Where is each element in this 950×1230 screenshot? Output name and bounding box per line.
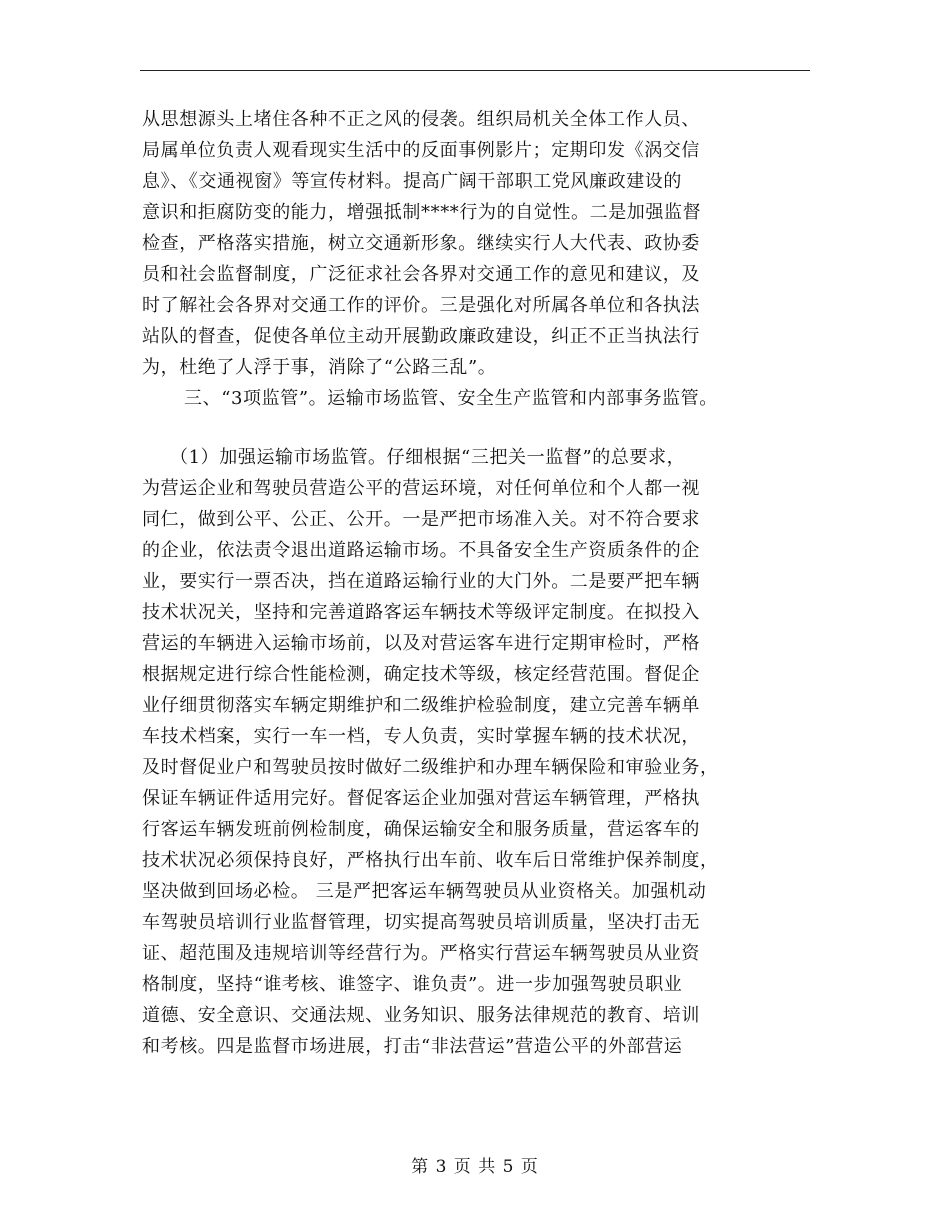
document-body	[142, 104, 822, 1062]
text-line: 行客运车辆发班前例检制度，确保运输安全和服务质量，营运客车的	[142, 819, 700, 840]
text-line: 车技术档案，实行一车一档，专人负责，实时掌握车辆的技术状况，	[142, 726, 700, 747]
text-line: 格制度，坚持“谁考核、谁签字、谁负责”。进一步加强驾驶员职业	[142, 974, 683, 995]
text-line: 检查，严格落实措施，树立交通新形象。继续实行人大代表、政协委	[142, 233, 700, 254]
header-rule	[140, 70, 810, 71]
text-line: 及时督促业户和驾驶员按时做好二级维护和办理车辆保险和审验业务，	[142, 757, 719, 778]
paragraph-gap	[142, 414, 822, 442]
text-line: 时了解社会各界对交通工作的评价。三是强化对所属各单位和各执法	[142, 295, 700, 316]
text-line: 从思想源头上堵住各种不正之风的侵袭。组织局机关全体工作人员、	[142, 109, 700, 130]
text-line: 同仁，做到公平、公正、公开。一是严把市场准入关。对不符合要求	[142, 509, 700, 530]
text-line: 和考核。四是监督市场进展，打击“非法营运”营造公平的外部营运	[142, 1036, 683, 1057]
text-line: 为，杜绝了人浮于事，消除了“公路三乱”。	[142, 357, 497, 378]
text-line: 局属单位负责人观看现实生活中的反面事例影片；定期印发《涡交信	[142, 140, 700, 161]
text-line: 为营运企业和驾驶员营造公平的营运环境，对任何单位和个人都一视	[142, 478, 700, 499]
text-line: 营运的车辆进入运输市场前，以及对营运客车进行定期审检时，严格	[142, 633, 700, 654]
text-line: 息》、《交通视窗》等宣传材料。提高广阔干部职工党风廉政建设的	[142, 171, 682, 192]
section-heading: 三、“3项监管”。运输市场监管、安全生产监管和内部事务监管。	[184, 388, 718, 409]
text-line: 保证车辆证件适用完好。督促客运企业加强对营运车辆管理，严格执	[142, 788, 700, 809]
text-line: 车驾驶员培训行业监督管理，切实提高驾驶员培训质量，坚决打击无	[142, 912, 700, 933]
paragraph-1	[142, 104, 822, 383]
text-line: 证、超范围及违规培训等经营行为。严格实行营运车辆驾驶员从业资	[142, 943, 700, 964]
text-line: 业仔细贯彻落实车辆定期维护和二级维护检验制度，建立完善车辆单	[142, 695, 700, 716]
text-line: 技术状况必须保持良好，严格执行出车前、收车后日常维护保养制度，	[142, 850, 719, 871]
text-line: 业，要实行一票否决，挡在道路运输行业的大门外。二是要严把车辆	[142, 571, 700, 592]
text-line: 的企业，依法责令退出道路运输市场。不具备安全生产资质条件的企	[142, 540, 700, 561]
text-line: 技术状况关，坚持和完善道路客运车辆技术等级评定制度。在拟投入	[142, 602, 700, 623]
page-footer: 第 3 页 共 5 页	[411, 1157, 539, 1177]
text-line: （1）加强运输市场监管。仔细根据“三把关一监督”的总要求，	[170, 447, 686, 468]
text-line: 站队的督查，促使各单位主动开展勤政廉政建设，纠正不正当执法行	[142, 326, 700, 347]
text-line: 坚决做到回场必检。 三是严把客运车辆驾驶员从业资格关。加强机动	[142, 881, 707, 902]
text-line: 意识和拒腐防变的能力，增强抵制****行为的自觉性。二是加强监督	[142, 202, 702, 223]
text-line: 道德、安全意识、交通法规、业务知识、服务法律规范的教育、培训	[142, 1005, 700, 1026]
text-line: 员和社会监督制度，广泛征求社会各界对交通工作的意见和建议，及	[142, 264, 700, 285]
text-line: 根据规定进行综合性能检测，确定技术等级，核定经营范围。督促企	[142, 664, 700, 685]
paragraph-2	[142, 442, 822, 1062]
